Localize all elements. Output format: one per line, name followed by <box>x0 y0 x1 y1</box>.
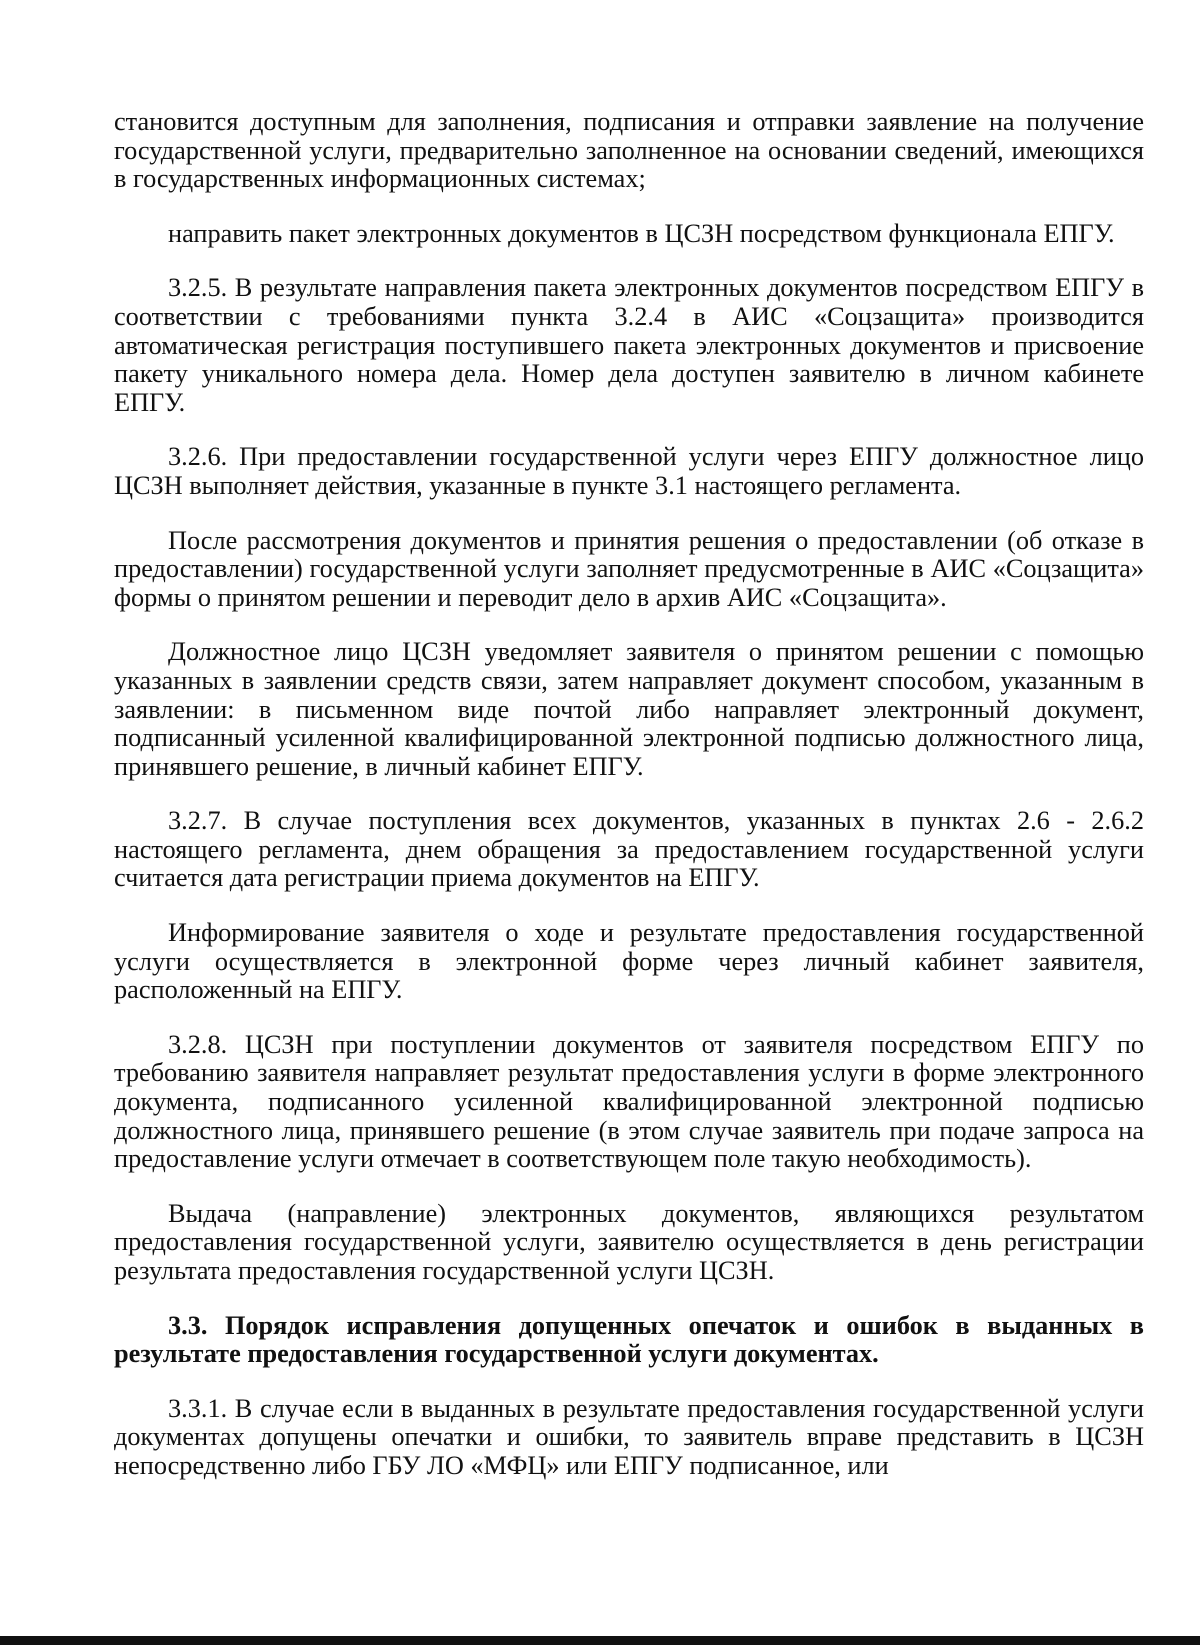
paragraph-issuance: Выдача (направление) электронных документов, являющихся результатом предоставления государственной услуги, заявителю осуществляется в день регистрации результата предоставления государственной услуги ЦСЗН. <box>114 1198 1144 1285</box>
paragraph-3-2-7: 3.2.7. В случае поступления всех документов, указанных в пунктах 2.6 - 2.6.2 настоящего регламента, днем обращения за предоставлением государственной услуги считается дата регистрации приема документов на ЕПГУ. <box>114 806 1144 893</box>
paragraph-3-2-5: 3.2.5. В результате направления пакета электронных документов посредством ЕПГУ в соответствии с требованиями пункта 3.2.4 в АИС «Соцзащита» производится автоматическая регистрация поступившего пакета электронных документов и присвоение пакету уникального номера дела. Номер дела доступен заявителю в личном кабинете ЕПГУ. <box>114 273 1144 417</box>
section-heading-3-3: 3.3. Порядок исправления допущенных опечаток и ошибок в выданных в результате предоставления государственной услуги документах. <box>114 1310 1144 1369</box>
paragraph-official-notifies: Должностное лицо ЦСЗН уведомляет заявителя о принятом решении с помощью указанных в заявлении средств связи, затем направляет документ способом, указанным в заявлении: в письменном виде почтой либо направляет электронный документ, подписанный усиленной квалифицированной электронной подписью должностного лица, принявшего решение, в личный кабинет ЕПГУ. <box>114 637 1144 781</box>
paragraph-3-3-1: 3.3.1. В случае если в выданных в результате предоставления государственной услуги документах допущены опечатки и ошибки, то заявитель вправе представить в ЦСЗН непосредственно либо ГБУ ЛО «МФЦ» или ЕПГУ подписанное, или <box>114 1393 1144 1480</box>
paragraph-3-2-6: 3.2.6. При предоставлении государственной услуги через ЕПГУ должностное лицо ЦСЗН выполняет действия, указанные в пункте 3.1 настоящего регламента. <box>114 442 1144 500</box>
paragraph-3-2-8: 3.2.8. ЦСЗН при поступлении документов от заявителя посредством ЕПГУ по требованию заявителя направляет результат предоставления услуги в форме электронного документа, подписанного усиленной квалифицированной электронной подписью должностного лица, принявшего решение (в этом случае заявитель при подаче запроса на предоставление услуги отмечает в соответствующем поле такую необходимость). <box>114 1029 1144 1174</box>
paragraph-continuation: становится доступным для заполнения, подписания и отправки заявление на получение государственной услуги, предварительно заполненное на основании сведений, имеющихся в государственных информационных системах; <box>114 107 1144 194</box>
document-body <box>114 108 1144 1507</box>
paragraph-send-package: направить пакет электронных документов в ЦСЗН посредством функционала ЕПГУ. <box>168 218 1115 248</box>
paragraph-informing: Информирование заявителя о ходе и результате предоставления государственной услуги осуществляется в электронной форме через личный кабинет заявителя, расположенный на ЕПГУ. <box>114 918 1144 1005</box>
paragraph-after-review: После рассмотрения документов и принятия решения о предоставлении (об отказе в предоставлении) государственной услуги заполняет предусмотренные в АИС «Соцзащита» формы о принятом решении и переводит дело в архив АИС «Соцзащита». <box>114 525 1144 612</box>
scan-bottom-edge <box>0 1636 1200 1645</box>
